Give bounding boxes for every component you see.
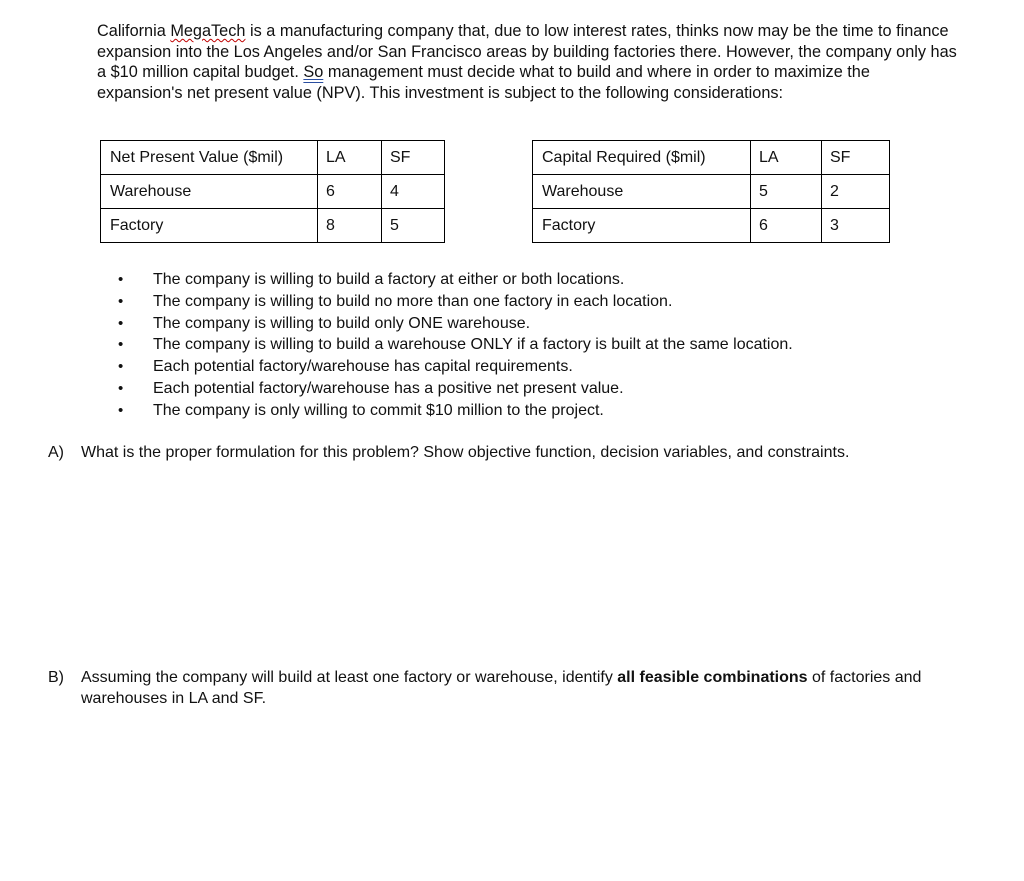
table-row [533, 175, 890, 209]
company-name: MegaTech [170, 22, 246, 40]
capital-row-label: Factory [533, 209, 751, 243]
question-a [48, 443, 968, 464]
question-a-text: What is the proper formulation for this problem? Show objective function, decision variables, and constraints. [81, 444, 850, 461]
question-b-body [81, 668, 928, 709]
intro-text-3: management must decide what to build and where in order to maximize the expansion's net present value (NPV). This investment is subject to the following considerations: [97, 63, 870, 102]
question-b-emphasis: all feasible combinations [617, 669, 808, 686]
capital-cell: 6 [751, 209, 822, 243]
capital-cell: 3 [822, 209, 890, 243]
question-a-label: A) [48, 444, 64, 461]
question-b-label: B) [48, 669, 64, 686]
npv-cell: 4 [382, 175, 445, 209]
list-item: • The company is willing to build a warehouse ONLY if a factory is built at the same location. [118, 334, 793, 356]
npv-table [100, 140, 445, 243]
list-item: • The company is willing to build a factory at either or both locations. [118, 269, 793, 291]
npv-header-label: Net Present Value ($mil) [101, 141, 318, 175]
list-item: • The company is willing to build only ONE warehouse. [118, 313, 793, 335]
so-word: So [303, 63, 324, 81]
capital-header-label: Capital Required ($mil) [533, 141, 751, 175]
npv-header-sf: SF [382, 141, 445, 175]
question-b [48, 668, 928, 709]
capital-cell: 2 [822, 175, 890, 209]
capital-cell: 5 [751, 175, 822, 209]
npv-row-label: Warehouse [101, 175, 318, 209]
capital-header-la: LA [751, 141, 822, 175]
capital-row-label: Warehouse [533, 175, 751, 209]
considerations-list [118, 269, 793, 422]
intro-text-1: California [97, 22, 171, 40]
npv-cell: 5 [382, 209, 445, 243]
list-item: • Each potential factory/warehouse has a positive net present value. [118, 378, 793, 400]
npv-row-label: Factory [101, 209, 318, 243]
npv-header-la: LA [318, 141, 382, 175]
table-header-row [101, 141, 445, 175]
capital-table [532, 140, 890, 243]
question-b-text-end: of factories and warehouses in LA and SF. [81, 669, 922, 707]
npv-cell: 6 [318, 175, 382, 209]
table-row [101, 175, 445, 209]
table-header-row [533, 141, 890, 175]
capital-header-sf: SF [822, 141, 890, 175]
table-row [533, 209, 890, 243]
intro-text-2: is a manufacturing company that, due to low interest rates, thinks now may be the time to finance expansion into the Los Angeles and/or San Francisco areas by building factories there. However, the company only has a $10 million capital budget. [97, 22, 957, 81]
list-item: • The company is only willing to commit $10 million to the project. [118, 400, 793, 422]
intro-paragraph [97, 21, 957, 103]
list-item: • The company is willing to build no more than one factory in each location. [118, 291, 793, 313]
table-row [101, 209, 445, 243]
list-item: • Each potential factory/warehouse has capital requirements. [118, 356, 793, 378]
question-b-text: Assuming the company will build at least one factory or warehouse, identify [81, 669, 618, 686]
npv-cell: 8 [318, 209, 382, 243]
